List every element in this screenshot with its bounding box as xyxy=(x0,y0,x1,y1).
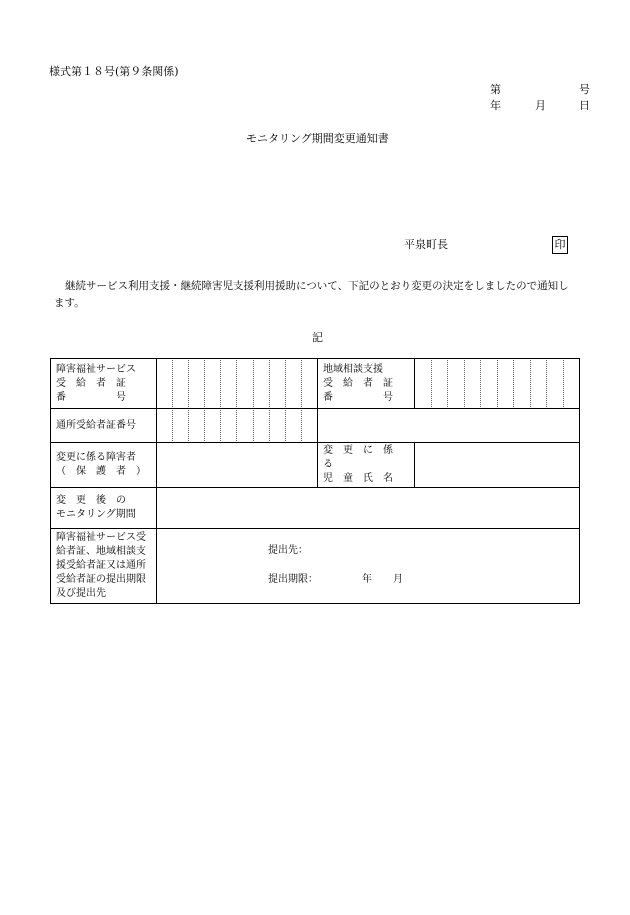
information-table xyxy=(50,358,580,604)
welfare-cert-label-line1: 障害福祉サービス xyxy=(56,363,136,375)
deadline-year-label: 年 xyxy=(362,574,372,585)
table-row xyxy=(51,529,580,604)
body-text-line1: 継続サービス利用支援・継続障害児支援利用援助について、下記のとおり変更の決定をしましたので通知し xyxy=(65,280,569,292)
document-title: モニタリング期間変更通知書 xyxy=(246,132,389,145)
welfare-cert-label-cell xyxy=(51,359,157,409)
day-service-cert-label-cell xyxy=(51,409,157,443)
community-cert-label-cell xyxy=(318,359,415,409)
table-row xyxy=(51,359,580,409)
doc-number-prefix: 第 xyxy=(490,83,501,96)
submission-details-cell[interactable] xyxy=(157,529,580,604)
digit-boxes xyxy=(157,360,317,407)
applicant-label-line1: 変更に係る障害者 xyxy=(56,452,136,463)
body-text-line2: ます。 xyxy=(54,297,85,309)
community-cert-label-line2: 受 給 者 証 xyxy=(323,377,393,389)
seal-stamp: 印 xyxy=(552,236,568,254)
applicant-label-line2: （ 保 護 者 ） xyxy=(56,466,146,477)
submission-label-line1: 障害福祉サービス受 xyxy=(56,532,146,543)
submission-label-line2: 給者証、地域相談支 xyxy=(56,546,146,557)
digit-boxes xyxy=(157,410,317,441)
submission-label-line4: 受給者証の提出期限 xyxy=(56,574,146,585)
submission-label-line3: 援受給者証又は通所 xyxy=(56,560,146,571)
day-service-cert-label: 通所受給者証番号 xyxy=(56,419,136,431)
issuer-name: 平泉町長 xyxy=(404,238,448,251)
monitoring-period-label-line2: モニタリング期間 xyxy=(56,509,136,520)
child-name-label-cell xyxy=(318,443,415,488)
date-month: 月 xyxy=(535,99,546,112)
applicant-label-cell xyxy=(51,443,157,488)
community-cert-label-line1: 地域相談支援 xyxy=(323,363,383,375)
submit-deadline-label: 提出期限： xyxy=(268,574,318,585)
monitoring-period-label-line1: 変 更 後 の xyxy=(56,495,126,506)
monitoring-period-cell[interactable] xyxy=(157,488,580,529)
table-row xyxy=(51,443,580,488)
doc-number-suffix: 号 xyxy=(579,83,590,96)
applicant-name-cell[interactable] xyxy=(157,443,318,488)
deadline-month-label: 月 xyxy=(393,574,403,585)
empty-cell xyxy=(318,409,580,443)
table-row xyxy=(51,409,580,443)
submit-to-label: 提出先： xyxy=(268,545,308,556)
submission-label-line5: 及び提出先 xyxy=(56,588,106,599)
welfare-cert-label-line2: 受 給 者 証 xyxy=(56,377,126,389)
welfare-cert-number-cell[interactable] xyxy=(157,359,318,409)
child-name-label-line1: 変 更 に 係 る xyxy=(323,445,403,470)
welfare-cert-label-line3: 番 号 xyxy=(56,391,126,403)
monitoring-period-label-cell xyxy=(51,488,157,529)
ki-heading: 記 xyxy=(312,331,323,344)
submission-label-cell xyxy=(51,529,157,604)
form-number: 様式第１８号(第９条関係) xyxy=(49,65,179,78)
child-name-cell[interactable] xyxy=(415,443,580,488)
community-cert-number-cell[interactable] xyxy=(415,359,580,409)
community-cert-label-line3: 番 号 xyxy=(323,391,393,403)
digit-boxes xyxy=(415,360,579,407)
child-name-label-line2: 児 童 氏 名 xyxy=(323,473,393,484)
date-day: 日 xyxy=(579,99,590,112)
day-service-cert-number-cell[interactable] xyxy=(157,409,318,443)
date-year: 年 xyxy=(490,99,501,112)
table-row xyxy=(51,488,580,529)
